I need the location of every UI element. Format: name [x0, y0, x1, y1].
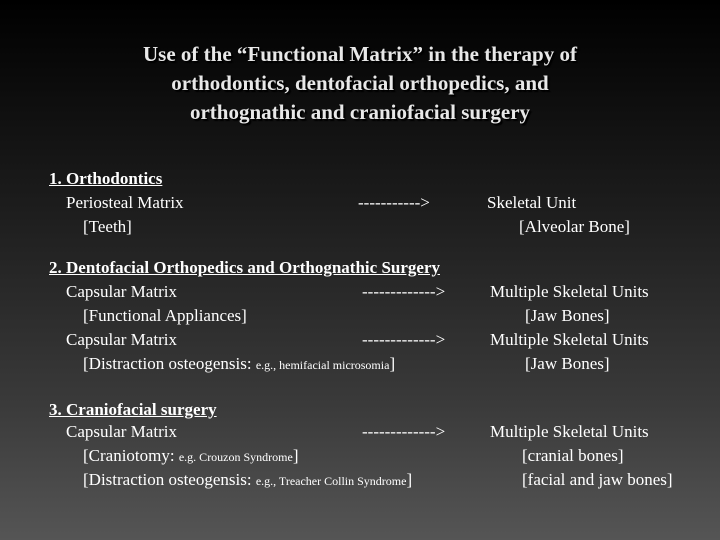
- title-line-1: Use of the “Functional Matrix” in the therapy of: [143, 42, 577, 66]
- section2-heading: 2. Dentofacial Orthopedics and Orthognathic Surgery: [49, 258, 440, 277]
- section3-row3-example: e.g., Treacher Collin Syndrome: [255, 474, 407, 488]
- section1-unit-detail: [Alveolar Bone]: [519, 217, 630, 236]
- section3-row2-suffix: ]: [292, 446, 299, 465]
- section2-row1-unit: Multiple Skeletal Units: [490, 282, 649, 301]
- section2-row3-unit: Multiple Skeletal Units: [490, 330, 649, 349]
- section3-row1-arrow: ------------->: [362, 422, 446, 441]
- section2-row4-prefix: [Distraction osteogensis:: [83, 354, 256, 373]
- section1-unit: Skeletal Unit: [487, 193, 577, 212]
- section3-row2-prefix: [Craniotomy:: [83, 446, 179, 465]
- section2-row4-matrix: [83, 353, 395, 376]
- section3-row2-unit: [cranial bones]: [522, 446, 624, 465]
- section2-row1-arrow: ------------->: [362, 282, 446, 301]
- section3-heading: 3. Craniofacial surgery: [49, 400, 217, 419]
- section2-row4-suffix: ]: [389, 354, 396, 373]
- section1-matrix-detail: [Teeth]: [83, 217, 132, 236]
- section3-row3-prefix: [Distraction osteogensis:: [83, 470, 256, 489]
- section3-row2-example: e.g. Crouzon Syndrome: [178, 450, 293, 464]
- section2-row1-matrix: Capsular Matrix: [66, 282, 177, 301]
- section2-row3-matrix: Capsular Matrix: [66, 330, 177, 349]
- section3-row3-suffix: ]: [406, 470, 413, 489]
- section1-heading: 1. Orthodontics: [49, 169, 163, 188]
- section3-row3-unit: [facial and jaw bones]: [522, 470, 673, 489]
- section1-arrow: ----------->: [358, 193, 430, 212]
- slide-title: [0, 40, 720, 127]
- section2-row3-arrow: ------------->: [362, 330, 446, 349]
- section1-matrix: Periosteal Matrix: [66, 193, 184, 212]
- section2-row2-matrix: [Functional Appliances]: [83, 306, 247, 325]
- section2-row4-example: e.g., hemifacial microsomia: [255, 358, 390, 372]
- section2-row2-unit: [Jaw Bones]: [525, 306, 610, 325]
- section3-row1-unit: Multiple Skeletal Units: [490, 422, 649, 441]
- section3-row1-matrix: Capsular Matrix: [66, 422, 177, 441]
- section2-row4-unit: [Jaw Bones]: [525, 354, 610, 373]
- title-line-3: orthognathic and craniofacial surgery: [189, 100, 531, 124]
- section3-row2-matrix: [83, 445, 299, 468]
- section3-row3-matrix: [83, 469, 412, 492]
- title-line-2: orthodontics, dentofacial orthopedics, and: [171, 71, 549, 95]
